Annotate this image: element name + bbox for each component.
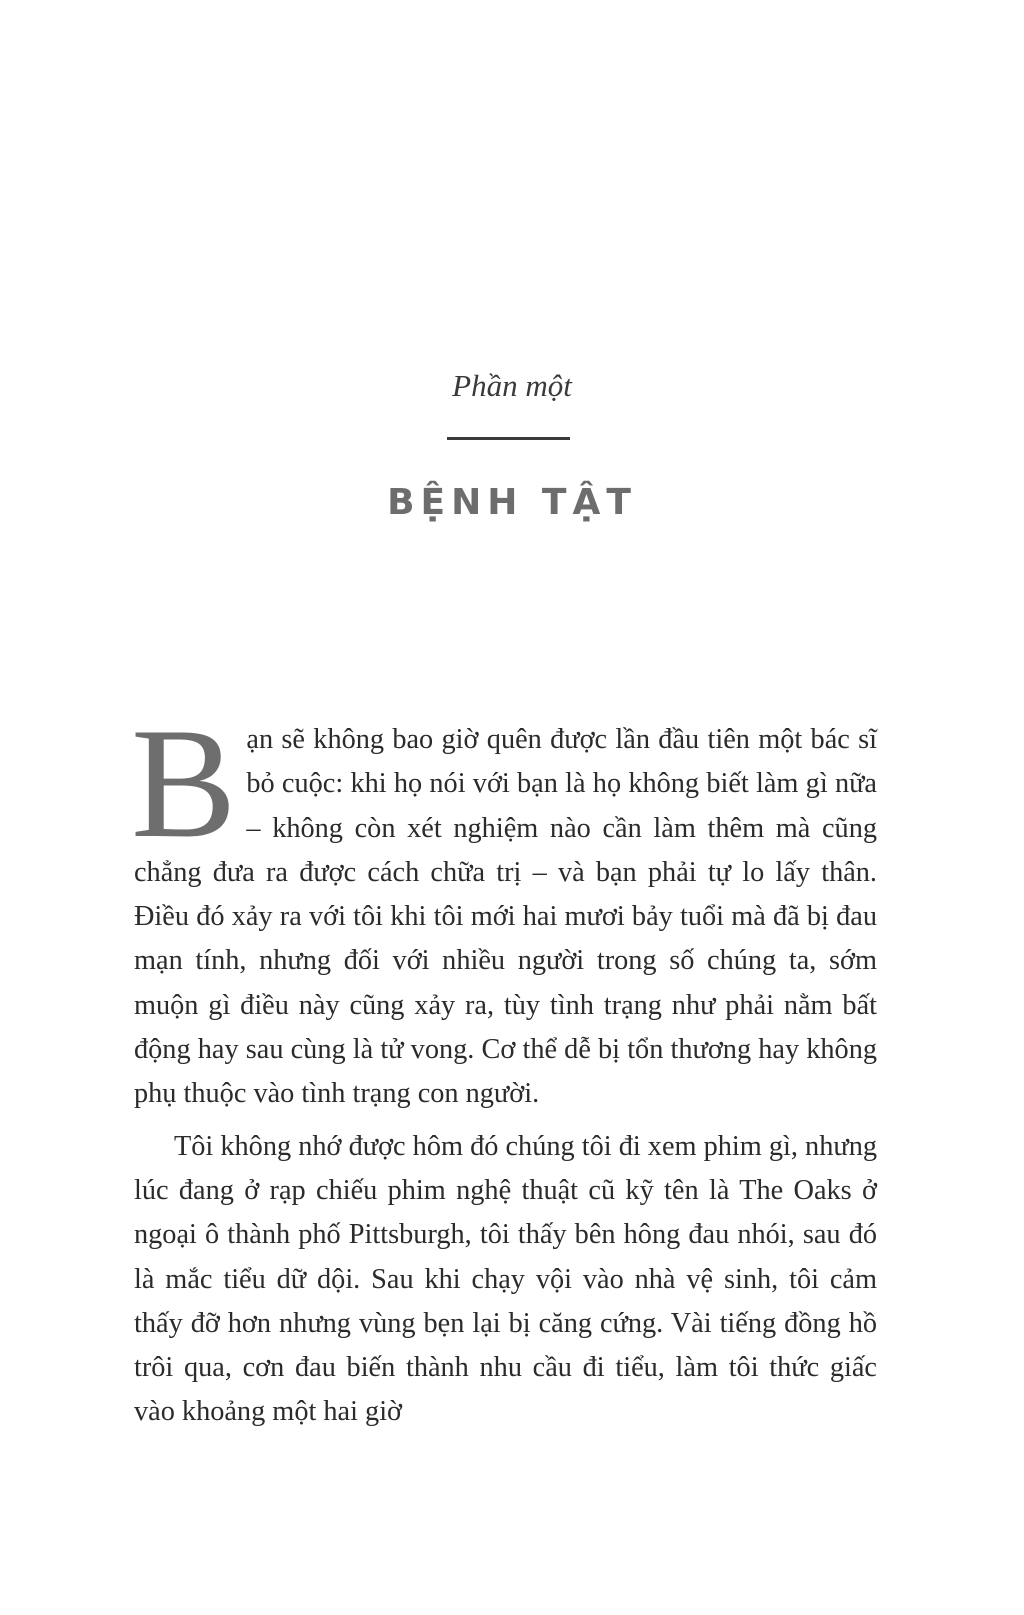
paragraph-2: Tôi không nhớ được hôm đó chúng tôi đi xem phim gì, nhưng lúc đang ở rạp chiếu phim nghệ thuật cũ kỹ tên là The Oaks ở ngoại ô thành phố Pittsburgh, tôi thấy bên hông đau nhói, sau đó là mắc tiểu dữ dội. Sau khi chạy vội vào nhà vệ sinh, tôi cảm thấy đỡ hơn nhưng vùng bẹn lại bị căng cứng. Vài tiếng đồng hồ trôi qua, cơn đau biến thành nhu cầu đi tiểu, làm tôi thức giấc vào khoảng một hai giờ: [134, 1130, 877, 1428]
body-text: [131, 696, 877, 1435]
title-divider: [447, 437, 570, 440]
drop-cap: B: [131, 696, 237, 871]
chapter-title: BỆNH TẬT: [387, 482, 637, 523]
part-label: Phần một: [452, 368, 572, 403]
paragraph-1-text: ạn sẽ không bao giờ quên được lần đầu tiên một bác sĩ bỏ cuộc: khi họ nói với bạn là họ không biết làm gì nữa – không còn xét nghiệm nào cần làm thêm mà cũng chẳng đưa ra được cách chữa trị – và bạn phải tự lo lấy thân. Điều đó xảy ra với tôi khi tôi mới hai mươi bảy tuổi mà đã bị đau mạn tính, nhưng đối với nhiều người trong số chúng ta, sớm muộn gì điều này cũng xảy ra, tùy tình trạng như phải nằm bất động hay sau cùng là tử vong. Cơ thể dễ bị tổn thương hay không phụ thuộc vào tình trạng con người.: [134, 724, 877, 1110]
paragraph-1: [131, 696, 877, 1117]
